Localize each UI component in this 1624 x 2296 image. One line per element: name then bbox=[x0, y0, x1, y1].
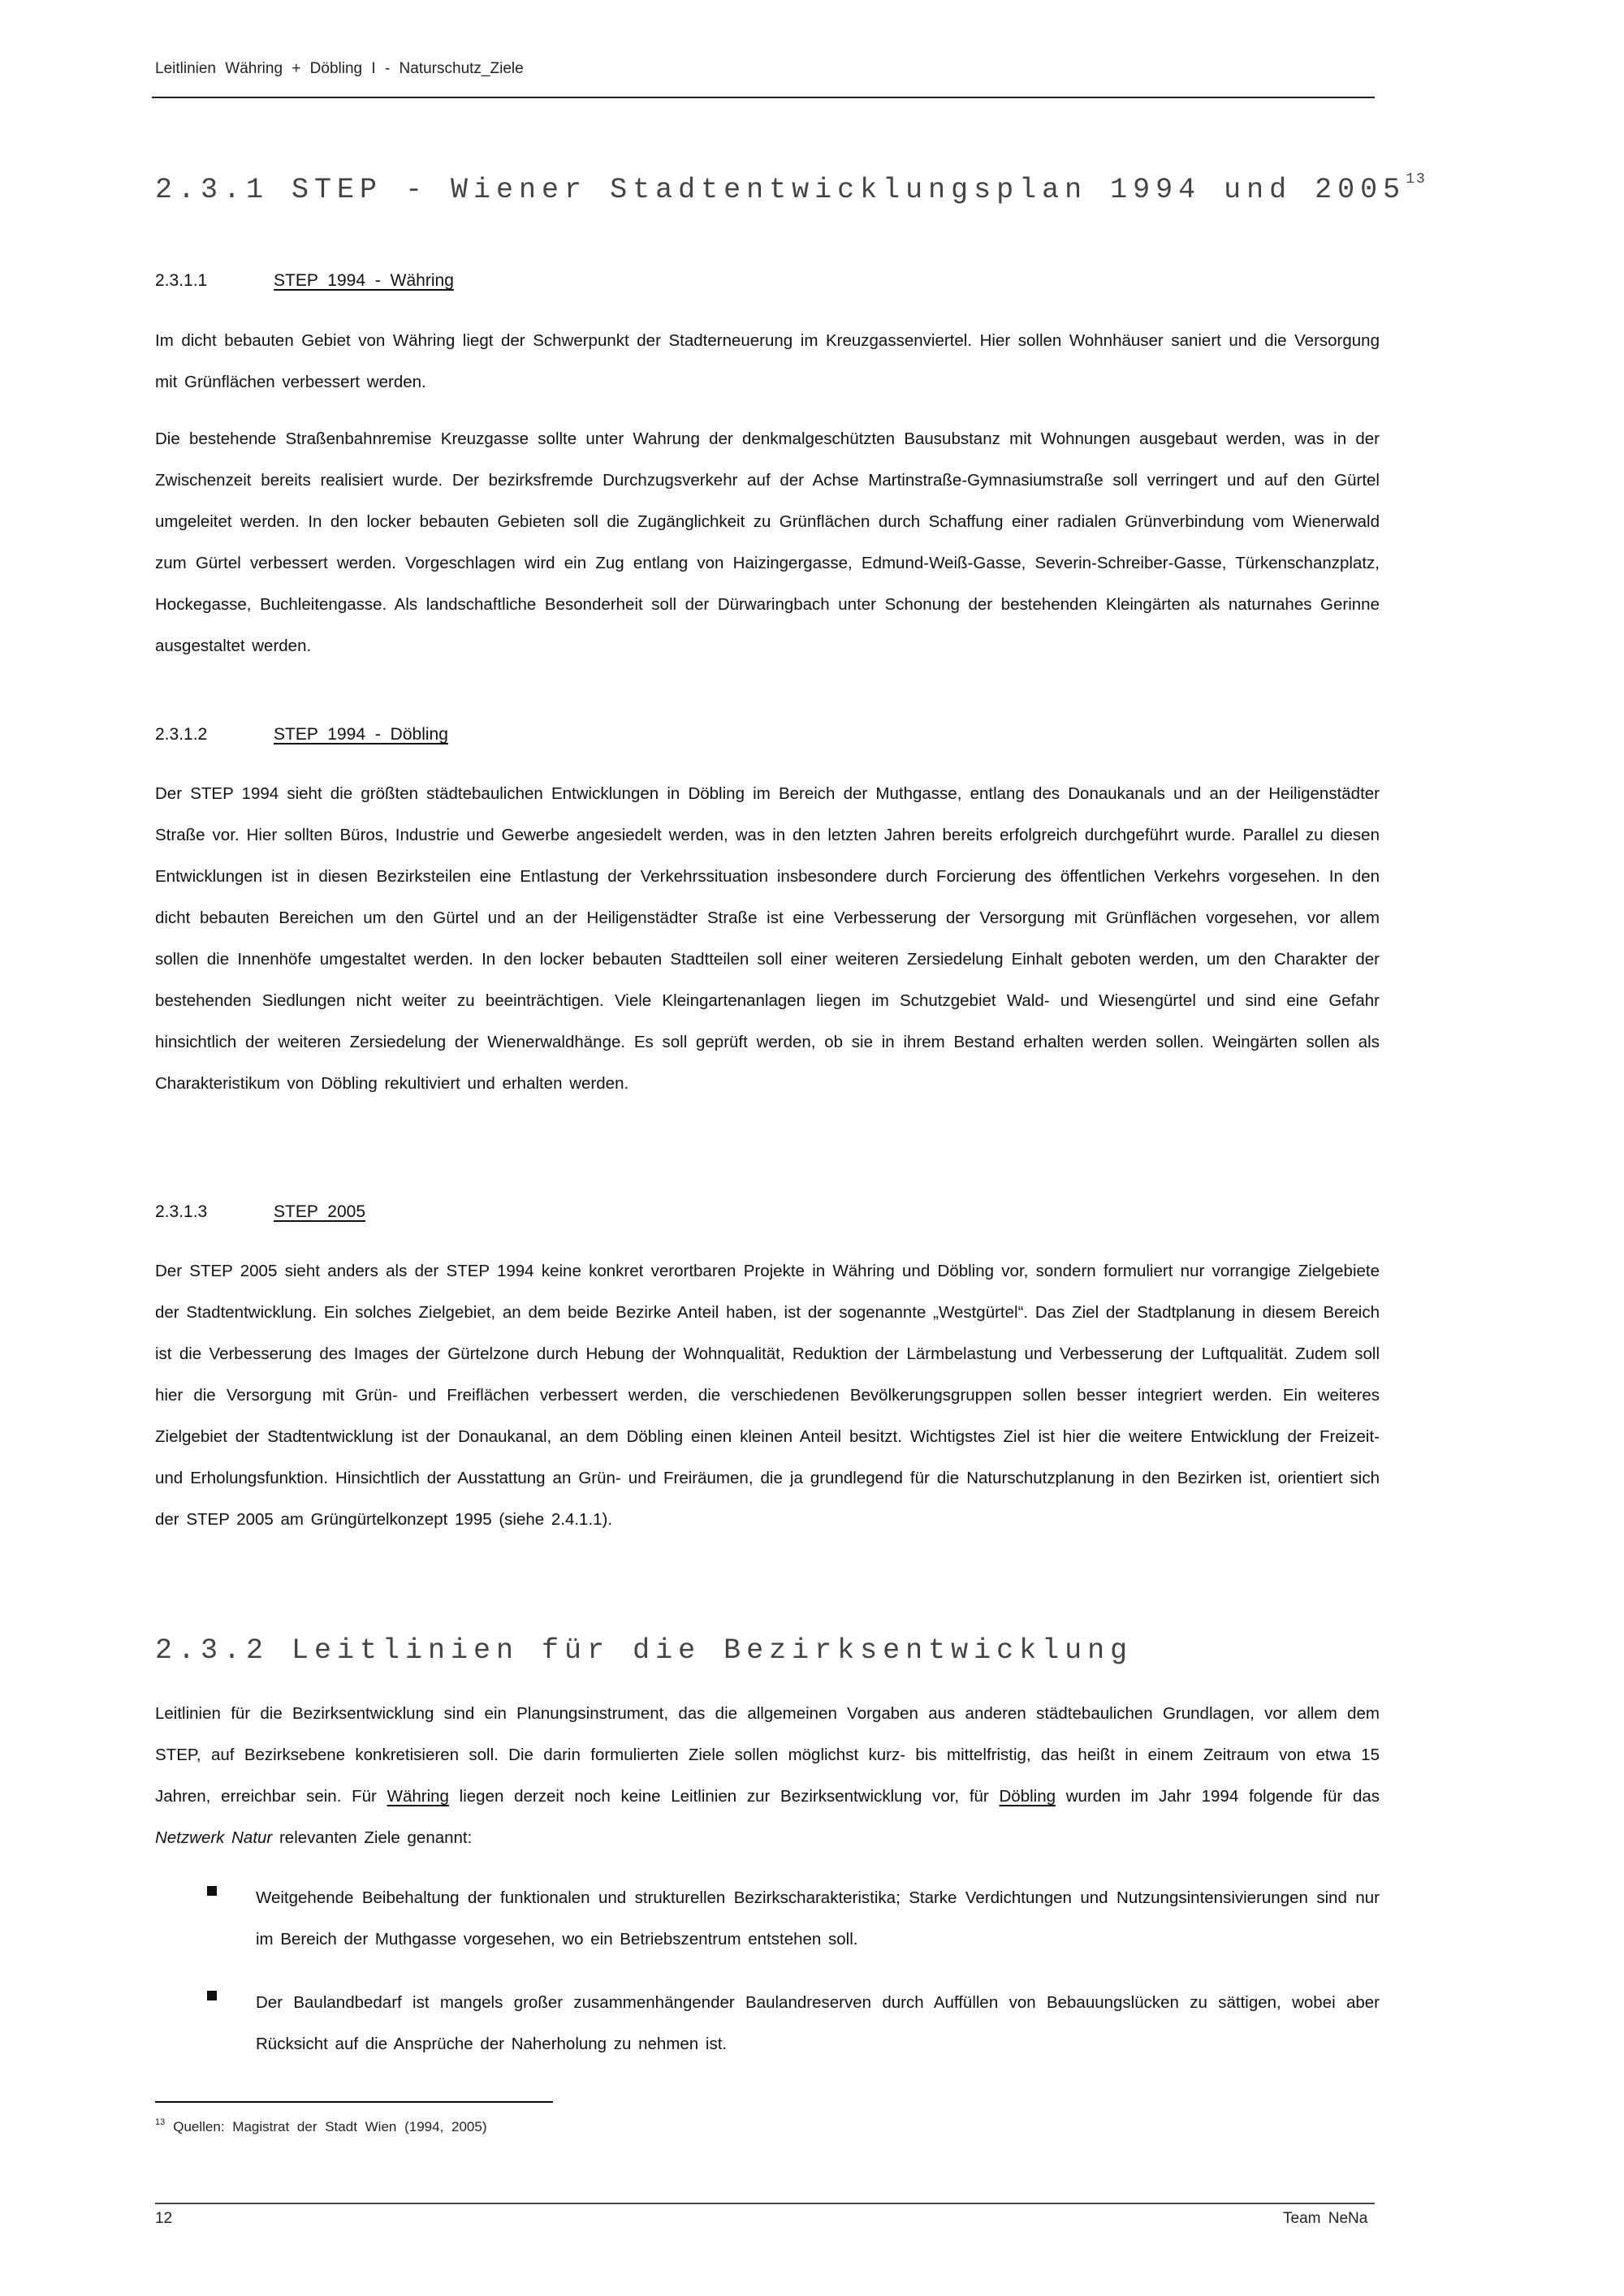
section-heading-2-3-2: 2.3.2 Leitlinien für die Bezirksentwicklung bbox=[155, 1634, 1134, 1667]
paragraph-doebling: Der STEP 1994 sieht die größten städtebaulichen Entwicklungen in Döbling im Bereich der Muthgasse, entlang des Donaukanals und an der Heiligenstädter Straße vor. Hier sollten Büros, Industrie und Gewerbe angesiedelt werden, was in den letzten Jahren bereits erfolgreich durchgeführt wurde. Parallel zu diesen Entwicklungen ist in diesen Bezirksteilen eine Entlastung der Verkehrssituation insbesondere durch Forcierung des öffentlichen Verkehrs vorgesehen. In den dicht bebauten Bereichen um den Gürtel und an der Heiligenstädter Straße ist eine Verbesserung der Versorgung mit Grünflächen vorgesehen, vor allem sollen die Innenhöfe umgestaltet werden. In den locker bebauten Stadtteilen soll einer weiteren Zersiedelung Einhalt geboten werden, um den Charakter der bestehenden Siedlungen nicht weiter zu beeinträchtigen. Viele Kleingartenanlagen liegen im Schutzgebiet Wald- und Wiesengürtel und sind eine Gefahr hinsichtlich der weiteren Zersiedelung der Wienerwaldhänge. Es soll geprüft werden, ob sie in ihrem Bestand erhalten werden sollen. Weingärten sollen als Charakteristikum von Döbling rekultiviert und erhalten werden. bbox=[155, 784, 1380, 1093]
bullet-item: Weitgehende Beibehaltung der funktionalen und strukturellen Bezirkscharakteristika; Starke Verdichtungen und Nutzungsintensivierungen sind nur im Bereich der Muthgasse vorgesehen, wo ein Betriebszentrum entstehen soll. bbox=[256, 1888, 1380, 1949]
paragraph-text-b: liegen derzeit noch keine Leitlinien zur Bezirksentwicklung vor, für bbox=[459, 1787, 989, 1806]
paragraph-step-2005: Der STEP 2005 sieht anders als der STEP 1994 keine konkret verortbaren Projekte in Währing und Döbling vor, sondern formuliert nur vorrangige Zielgebiete der Stadtentwicklung. Ein solches Zielgebiet, an dem beide Bezirke Anteil haben, ist der sogenannte „Westgürtel“. Das Ziel der Stadtplanung in diesem Bereich ist die Verbesserung des Images der Gürtelzone durch Hebung der Wohnqualität, Reduktion der Lärmbelastung und Verbesserung der Luftqualität. Zudem soll hier die Versorgung mit Grün- und Freiflächen verbessert werden, die verschiedenen Bevölkerungsgruppen sollen besser integriert werden. Ein weiteres Zielgebiet der Stadtentwicklung ist der Donaukanal, an dem Döbling einen kleinen Anteil besitzt. Wichtigstes Ziel ist hier die weitere Entwicklung der Freizeit- und Erholungsfunktion. Hinsichtlich der Ausstattung an Grün- und Freiräumen, die ja grundlegend für die Naturschutzplanung in den Bezirken ist, orientiert sich der STEP 2005 am Grüngürtelkonzept 1995 (siehe 2.4.1.1). bbox=[155, 1262, 1380, 1529]
emphasis-netzwerk-natur: Netzwerk Natur bbox=[155, 1828, 273, 1847]
subsection-title-2-3-1-1: STEP 1994 - Währing bbox=[274, 271, 454, 290]
footnote-text: Quellen: Magistrat der Stadt Wien (1994, 2005) bbox=[173, 2119, 487, 2134]
paragraph-text-d: relevanten Ziele genannt: bbox=[279, 1828, 473, 1847]
section-heading-2-3-1 bbox=[155, 171, 1427, 206]
paragraph-waehring-2: Die bestehende Straßenbahnremise Kreuzgasse sollte unter Wahrung der denkmalgeschützten Bausubstanz mit Wohnungen ausgebaut werden, was in der Zwischenzeit bereits realisiert wurde. Der bezirksfremde Durchzugsverkehr auf der Achse Martinstraße-Gymnasiumstraße soll verringert und auf den Gürtel umgeleitet werden. In den locker bebauten Gebieten soll die Zugänglichkeit zu Grünflächen durch Schaffung einer radialen Grünverbindung vom Wienerwald zum Gürtel verbessert werden. Vorgeschlagen wird ein Zug entlang von Haizingergasse, Edmund-Weiß-Gasse, Severin-Schreiber-Gasse, Türkenschanzplatz, Hockegasse, Buchleitengasse. Als landschaftliche Besonderheit soll der Dürwaringbach unter Schonung der bestehenden Kleingärten als naturnahes Gerinne ausgestaltet werden. bbox=[155, 429, 1380, 655]
footnote-divider bbox=[155, 2101, 553, 2103]
bullet-marker bbox=[207, 1991, 217, 2000]
paragraph-bezirksentwicklung bbox=[155, 1693, 1380, 1858]
subsection-number-2-3-1-2: 2.3.1.2 bbox=[155, 725, 208, 744]
footnote-ref[interactable]: 13 bbox=[1406, 171, 1427, 188]
link-doebling[interactable]: Döbling bbox=[999, 1787, 1056, 1806]
footer-author: Team NeNa bbox=[1283, 2210, 1368, 2227]
subsection-number-2-3-1-3: 2.3.1.3 bbox=[155, 1202, 208, 1221]
paragraph-waehring-1: Im dicht bebauten Gebiet von Währing liegt der Schwerpunkt der Stadterneuerung im Kreuzgassenviertel. Hier sollen Wohnhäuser saniert und die Versorgung mit Grünflächen verbessert werden. bbox=[155, 331, 1380, 391]
footnote-number: 13 bbox=[155, 2117, 166, 2127]
paragraph-text-a: Leitlinien für die Bezirksentwicklung sind ein Planungsinstrument, das die allgemeinen Vorgaben aus anderen städtebaulichen Grundlagen, vor allem dem STEP, auf Bezirksebene konkretisieren soll. Die darin formulierten Ziele sollen möglichst kurz- bis mittelfristig, das heißt in einem Zeitraum von etwa 15 Jahren, erreichbar sein. Für bbox=[155, 1704, 1380, 1806]
subsection-number-2-3-1-1: 2.3.1.1 bbox=[155, 271, 208, 290]
header-divider bbox=[152, 97, 1375, 98]
paragraph-text-c: wurden im Jahr 1994 folgende für das bbox=[1065, 1787, 1380, 1806]
link-waehring[interactable]: Währing bbox=[387, 1787, 449, 1806]
footnote bbox=[155, 2117, 487, 2135]
subsection-title-2-3-1-3: STEP 2005 bbox=[274, 1202, 366, 1221]
bullet-item: Der Baulandbedarf ist mangels großer zusammenhängender Baulandreserven durch Auffüllen von Bebauungslücken zu sättigen, wobei aber Rücksicht auf die Ansprüche der Naherholung zu nehmen ist. bbox=[256, 1993, 1380, 2053]
section-heading-2-3-1-text: 2.3.1 STEP - Wiener Stadtentwicklungsplan 1994 und 2005 bbox=[155, 174, 1406, 206]
footer-divider bbox=[155, 2203, 1375, 2204]
running-header: Leitlinien Währing + Döbling I - Naturschutz_Ziele bbox=[155, 60, 524, 77]
bullet-marker bbox=[207, 1886, 217, 1896]
page-number: 12 bbox=[155, 2210, 173, 2227]
subsection-title-2-3-1-2: STEP 1994 - Döbling bbox=[274, 725, 448, 744]
